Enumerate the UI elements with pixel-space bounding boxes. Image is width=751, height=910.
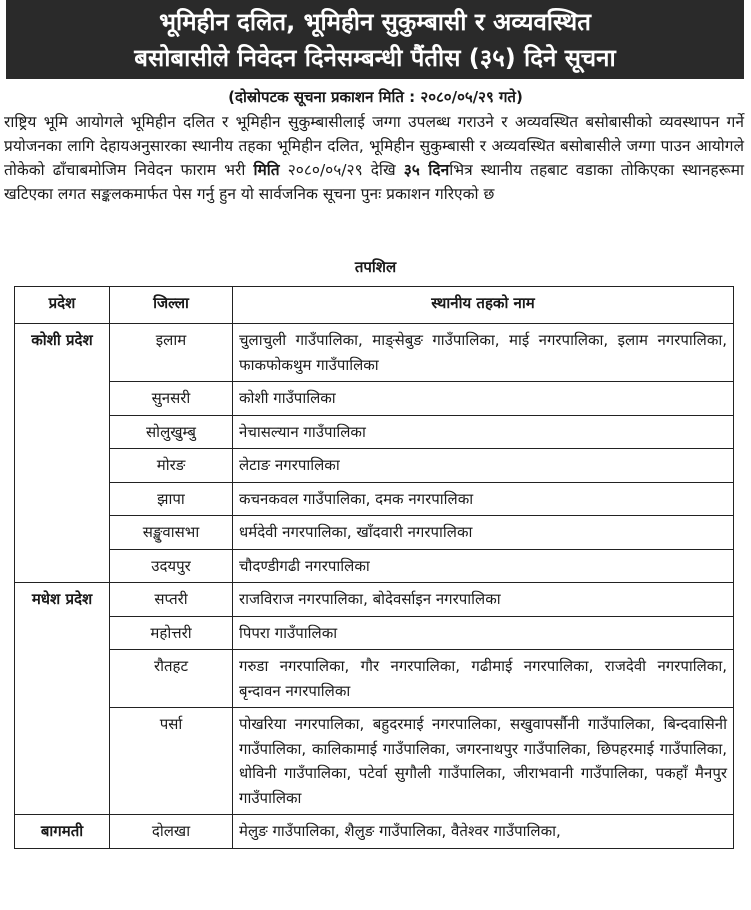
local-levels-cell: नेचासल्यान गाउँपालिका [233, 415, 734, 449]
table-row [15, 650, 734, 708]
local-levels-table [14, 286, 734, 849]
header-title-line-1: भूमिहीन दलित, भूमिहीन सुकुम्बासी र अव्यवस्थित [159, 8, 591, 36]
table-header-row [15, 287, 734, 324]
paragraph-bold-date-label: मिति [253, 161, 280, 179]
header-title-line-2: बसोबासीले निवेदन दिनेसम्बन्धी पैंतीस (३५) दिने सूचना [134, 44, 616, 72]
district-cell: सप्तरी [110, 583, 233, 617]
table-row [15, 815, 734, 849]
table-row [15, 516, 734, 550]
table-row [15, 482, 734, 516]
province-cell: बागमती [15, 815, 110, 849]
local-levels-cell: गरुडा नगरपालिका, गौर नगरपालिका, गढीमाई नगरपालिका, राजदेवी नगरपालिका, बृन्दावन नगरपालिका [233, 650, 734, 708]
local-levels-cell: धर्मदेवी नगरपालिका, खाँदवारी नगरपालिका [233, 516, 734, 550]
notice-paragraph [4, 110, 744, 206]
local-levels-cell: पिपरा गाउँपालिका [233, 616, 734, 650]
local-levels-cell: पोखरिया नगरपालिका, बहुदरमाई नगरपालिका, सखुवापर्सौनी गाउँपालिका, बिन्दवासिनी गाउँपालिका, कालिकामाई गाउँपालिका, जगरनाथपुर गाउँपालिका, छिपहरमाई गाउँपालिका, धोविनी गाउँपालिका, पटेर्वा सुगौली गाउँपालिका, जीराभवानी गाउँपालिका, पकहाँ मैनपुर गाउँपालिका [233, 708, 734, 815]
district-cell: इलाम [110, 324, 233, 382]
province-cell: कोशी प्रदेश [15, 324, 110, 583]
table-row [15, 382, 734, 416]
table-caption: तपशिल [354, 258, 397, 276]
table-row [15, 549, 734, 583]
local-levels-cell: कचनकवल गाउँपालिका, दमक नगरपालिका [233, 482, 734, 516]
district-cell: मोरङ [110, 449, 233, 483]
table-row [15, 415, 734, 449]
district-cell: पर्सा [110, 708, 233, 815]
table-row [15, 449, 734, 483]
district-cell: सुनसरी [110, 382, 233, 416]
paragraph-text-3: भित्र स्थानीय तहबाट वडाका तोकिएका स्थानहरूमा खटिएका लगत सङ्कलकमार्फत पेस गर्नु हुन यो सार्वजनिक सूचना पुनः प्रकाशन गरिएको छ [4, 161, 744, 203]
column-header-province: प्रदेश [15, 287, 110, 324]
district-cell: उदयपुर [110, 549, 233, 583]
district-cell: झापा [110, 482, 233, 516]
table-row [15, 616, 734, 650]
column-header-local-levels: स्थानीय तहको नाम [233, 287, 734, 324]
table-row [15, 708, 734, 815]
district-cell: सङ्खुवासभा [110, 516, 233, 550]
local-levels-cell: चौदण्डीगढी नगरपालिका [233, 549, 734, 583]
local-levels-cell: मेलुङ गाउँपालिका, शैलुङ गाउँपालिका, वैतेश्वर गाउँपालिका, [233, 815, 734, 849]
paragraph-bold-duration: ३५ दिन [403, 161, 450, 179]
table-row [15, 583, 734, 617]
local-levels-cell: लेटाङ नगरपालिका [233, 449, 734, 483]
district-cell: सोलुखुम्बु [110, 415, 233, 449]
paragraph-text-1: राष्ट्रिय भूमि आयोगले भूमिहीन दलित र भूमिहीन सुकुम्बासीलाई जग्गा उपलब्ध गराउने र अव्यवस्थित बसोबासीको व्यवस्थापन गर्ने प्रयोजनका लागि देहायअनुसारका स्थानीय तहका भूमिहीन दलित, भूमिहीन सुकुम्बासी र अव्यवस्थित बसोबासीले जग्गा पाउन आयोगले तोकेको ढाँचाबमोजिम निवेदन फाराम भरी [4, 113, 744, 179]
district-cell: रौतहट [110, 650, 233, 708]
local-levels-cell: चुलाचुली गाउँपालिका, माङ्सेबुङ गाउँपालिका, माई नगरपालिका, इलाम नगरपालिका, फाकफोकथुम गाउँपालिका [233, 324, 734, 382]
district-cell: दोलखा [110, 815, 233, 849]
local-levels-cell: राजविराज नगरपालिका, बोदेवर्साइन नगरपालिका [233, 583, 734, 617]
notice-header [6, 0, 744, 79]
local-levels-cell: कोशी गाउँपालिका [233, 382, 734, 416]
column-header-district: जिल्ला [110, 287, 233, 324]
district-cell: महोत्तरी [110, 616, 233, 650]
province-cell: मधेश प्रदेश [15, 583, 110, 815]
paragraph-text-2: २०८०/०५/२९ देखि [279, 161, 404, 179]
publication-date: (दोस्रोपटक सूचना प्रकाशन मिति : २०८०/०५/२९ गते) [228, 88, 523, 106]
table-row [15, 324, 734, 382]
